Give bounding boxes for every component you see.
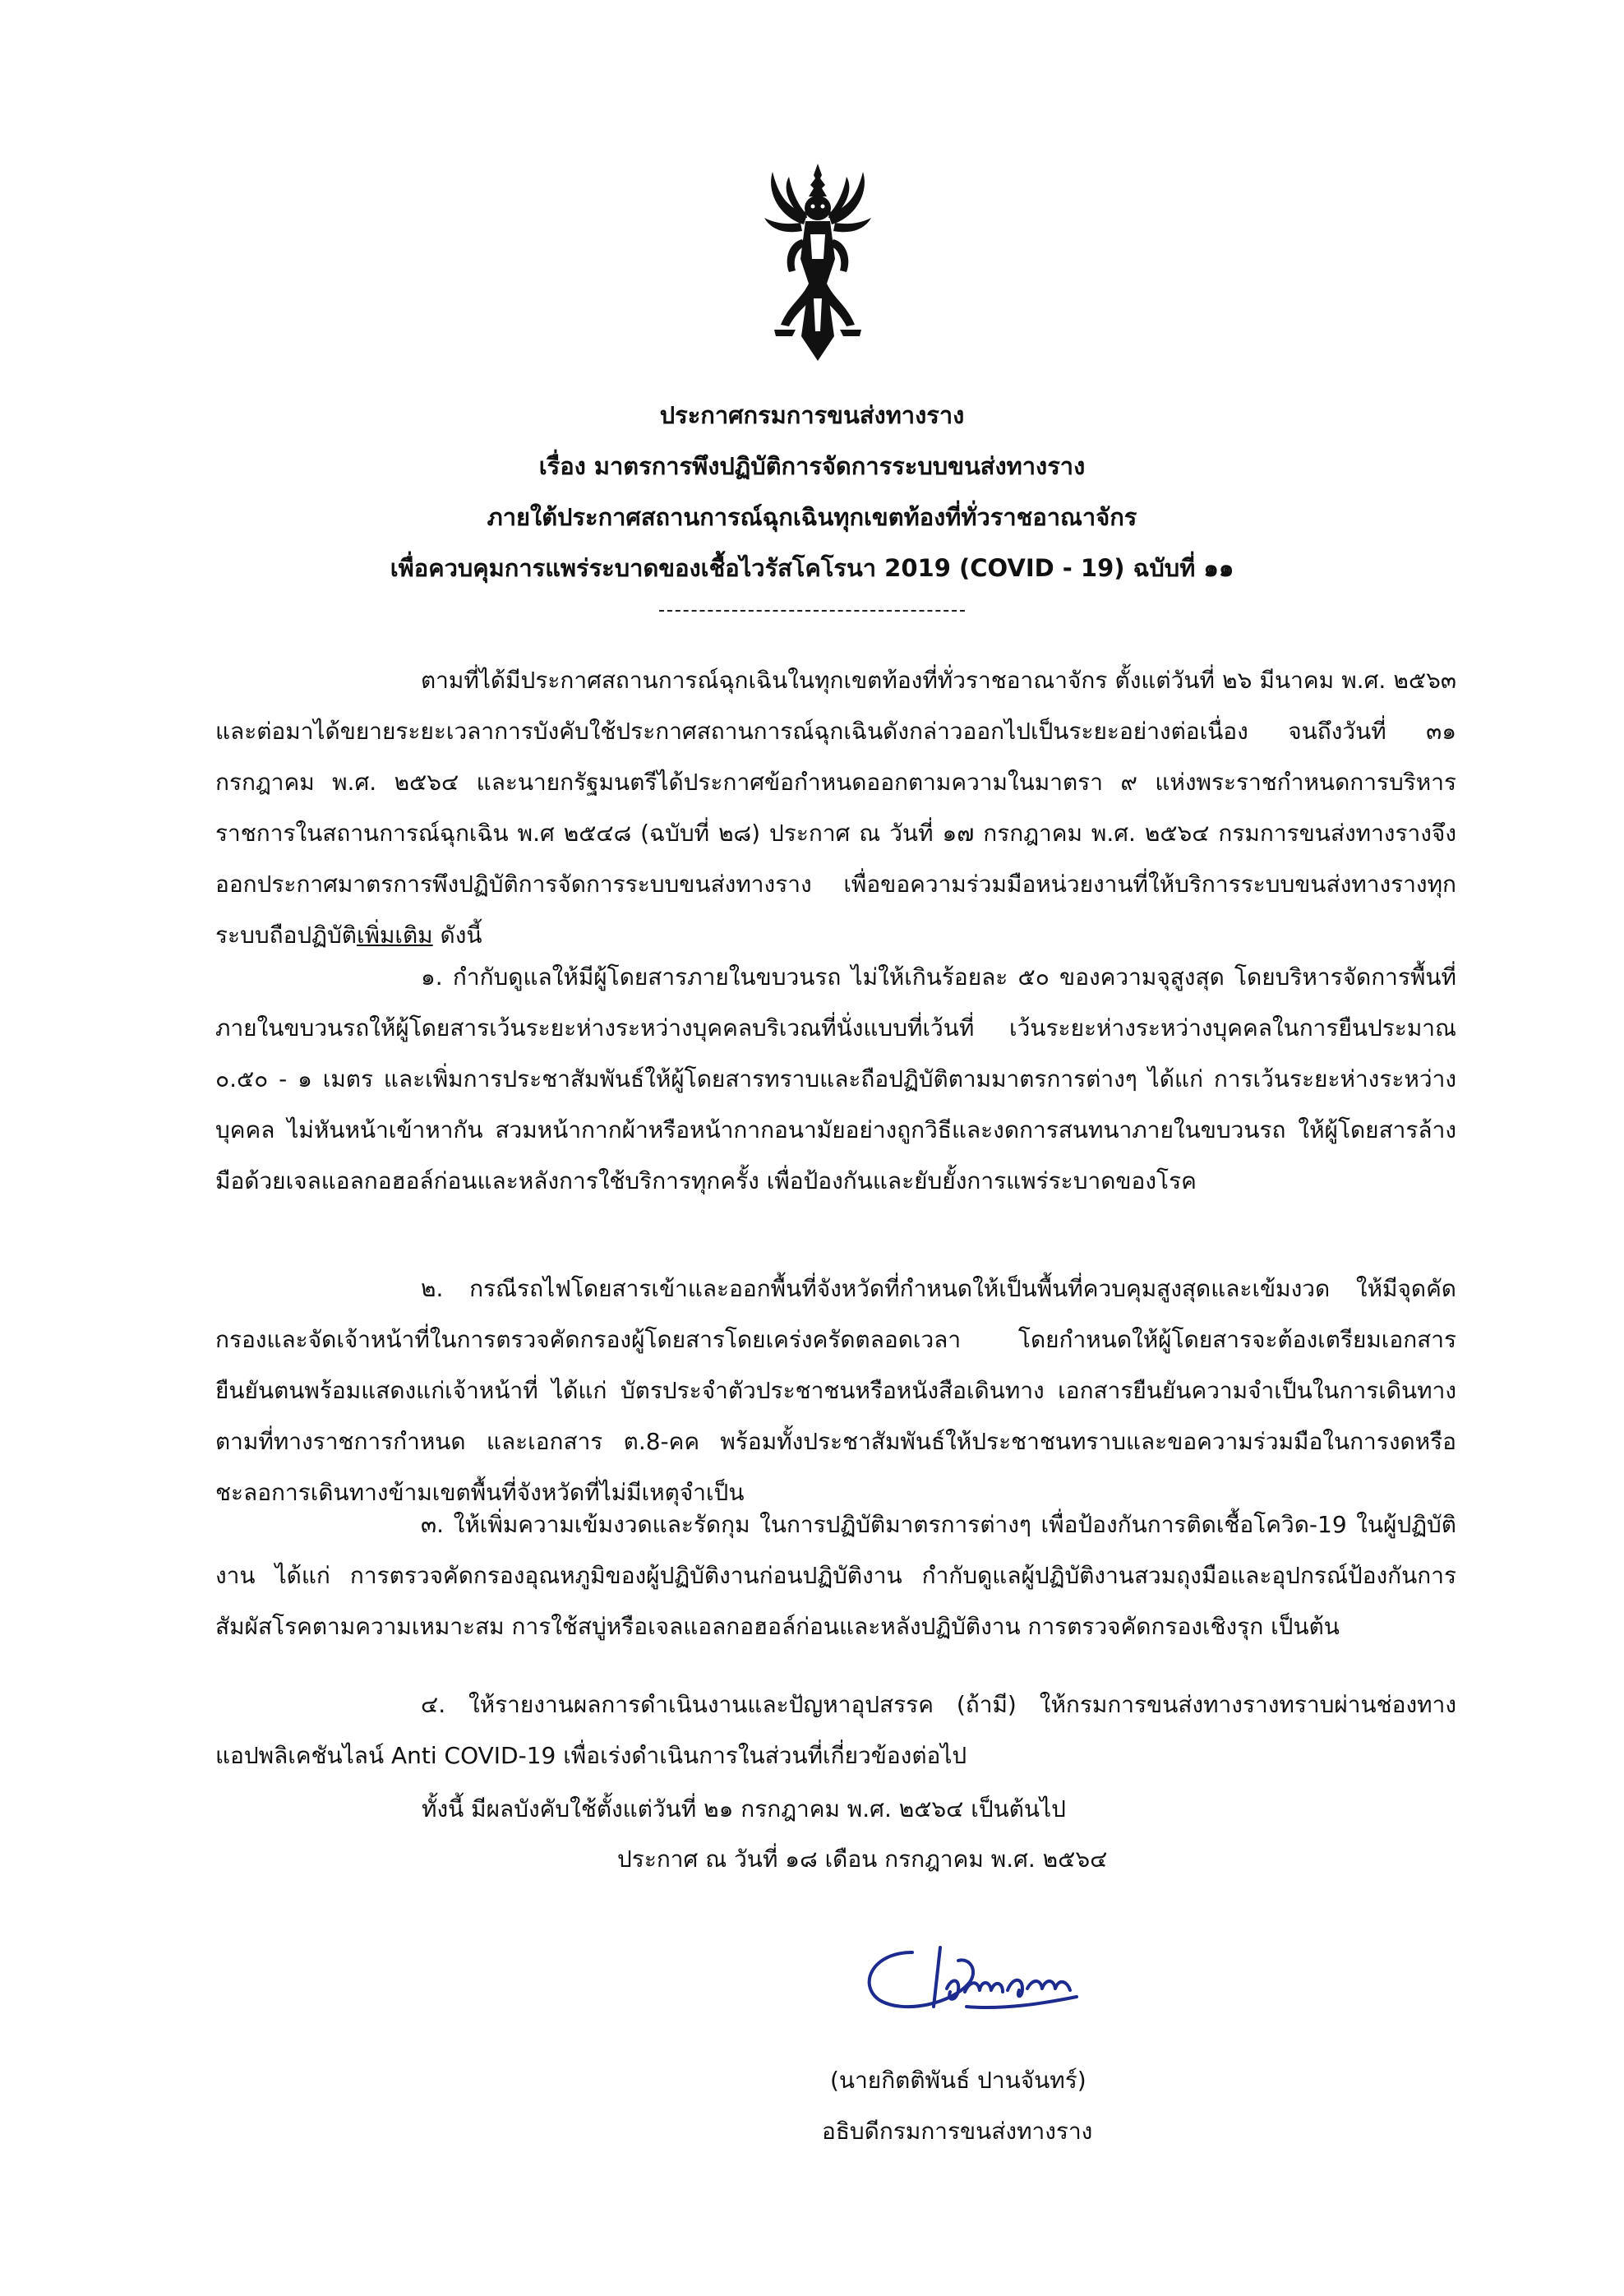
document-title: ประกาศกรมการขนส่งทางราง: [659, 401, 965, 429]
garuda-emblem-icon: [756, 160, 879, 366]
handwritten-signature-icon: [855, 1928, 1118, 2026]
title-divider: [659, 610, 965, 612]
measure-item-4: [215, 1679, 1456, 1781]
intro-text: ตามที่ได้มีประกาศสถานการณ์ฉุกเฉินในทุกเขตท้องที่ทั่วราชอาณาจักร ตั้งแต่วันที่ ๒๖ มีนาคม พ.ศ. ๒๕๖๓ และต่อมาได้ขยายระยะเวลาการบังคับใช้ประกาศสถานการณ์ฉุกเฉินดังกล่าวออกไปเป็นระยะอย่างต่อเนื่อง จนถึงวันที่ ๓๑ กรกฎาคม พ.ศ. ๒๕๖๔ และนายกรัฐมนตรีได้ประกาศข้อกำหนดออกตามความในมาตรา ๙ แห่งพระราชกำหนดการบริหารราชการในสถานการณ์ฉุกเฉิน พ.ศ ๒๕๔๘ (ฉบับที่ ๒๘) ประกาศ ณ วันที่ ๑๗ กรกฎาคม พ.ศ. ๒๕๖๔ กรมการขนส่งทางรางจึงออกประกาศมาตรการพึงปฏิบัติการจัดการระบบขนส่งทางราง เพื่อขอความร่วมมือหน่วยงานที่ให้บริการระบบขนส่งทางรางทุกระบบถือปฏิบัติ: [215, 667, 1456, 949]
measure-item-2: [215, 1263, 1456, 1518]
document-subject-line-3: เพื่อควบคุมการแพร่ระบาดของเชื้อไวรัสโคโรนา 2019 (COVID - 19) ฉบับที่ ๑๑: [390, 554, 1234, 582]
measure-item-1-text: ๑. กำกับดูแลให้มีผู้โดยสารภายในขบวนรถ ไม่ให้เกินร้อยละ ๕๐ ของความจุสูงสุด โดยบริหารจัดการพื้นที่ภายในขบวนรถให้ผู้โดยสารเว้นระยะห่างระหว่างบุคคลบริเวณที่นั่งแบบที่เว้นที่ เว้นระยะห่างระหว่างบุคคลในการยืนประมาณ ๐.๕๐ - ๑ เมตร และเพิ่มการประชาสัมพันธ์ให้ผู้โดยสารทราบและถือปฏิบัติตามมาตรการต่างๆ ได้แก่ การเว้นระยะห่างระหว่างบุคคล ไม่หันหน้าเข้าหากัน สวมหน้ากากผ้าหรือหน้ากากอนามัยอย่างถูกวิธีและงดการสนทนาภายในขบวนรถ ให้ผู้โดยสารล้างมือด้วยเจลแอลกอฮอล์ก่อนและหลังการใช้บริการทุกครั้ง เพื่อป้องกันและยับยั้งการแพร่ระบาดของโรค: [215, 963, 1456, 1194]
announcement-date: ประกาศ ณ วันที่ ๑๘ เดือน กรกฎาคม พ.ศ. ๒๕๖๔: [617, 1846, 1108, 1873]
measure-item-3-text: ๓. ให้เพิ่มความเข้มงวดและรัดกุม ในการปฏิบัติมาตรการต่างๆ เพื่อป้องกันการติดเชื้อโควิด-19 ในผู้ปฏิบัติงาน ได้แก่ การตรวจคัดกรองอุณหภูมิของผู้ปฏิบัติงานก่อนปฏิบัติงาน กำกับดูแลผู้ปฏิบัติงานสวมถุงมือและอุปกรณ์ป้องกันการสัมผัสโรคตามความเหมาะสม การใช้สบู่หรือเจลแอลกอฮอล์ก่อนและหลังปฏิบัติงาน การตรวจคัดกรองเชิงรุก เป็นต้น: [215, 1511, 1456, 1640]
intro-paragraph: [215, 655, 1456, 961]
signatory-position: อธิบดีกรมการขนส่งทางราง: [822, 2118, 1093, 2145]
intro-ending: ดังนี้: [432, 922, 482, 949]
measure-item-3: [215, 1499, 1456, 1652]
measure-item-1: [215, 952, 1456, 1207]
effective-date: ทั้งนี้ มีผลบังคับใช้ตั้งแต่วันที่ ๒๑ กรกฎาคม พ.ศ. ๒๕๖๔ เป็นต้นไป: [422, 1795, 1066, 1822]
signatory-name: (นายกิตติพันธ์ ปานจันทร์): [830, 2067, 1087, 2094]
document-subject-line-2: ภายใต้ประกาศสถานการณ์ฉุกเฉินทุกเขตท้องที่ทั่วราชอาณาจักร: [487, 503, 1137, 531]
measure-item-4-text: ๔. ให้รายงานผลการดำเนินงานและปัญหาอุปสรรค (ถ้ามี) ให้กรมการขนส่งทางรางทราบผ่านช่องทางแอปพลิเคชันไลน์ Anti COVID-19 เพื่อเร่งดำเนินการในส่วนที่เกี่ยวข้องต่อไป: [215, 1691, 1456, 1769]
emphasized-word: เพิ่มเติม: [356, 922, 433, 949]
document-subject: เรื่อง มาตรการพึงปฏิบัติการจัดการระบบขนส่งทางราง: [538, 452, 1086, 480]
measure-item-2-text: ๒. กรณีรถไฟโดยสารเข้าและออกพื้นที่จังหวัดที่กำหนดให้เป็นพื้นที่ควบคุมสูงสุดและเข้มงวด ให้มีจุดคัดกรองและจัดเจ้าหน้าที่ในการตรวจคัดกรองผู้โดยสารโดยเคร่งครัดตลอดเวลา โดยกำหนดให้ผู้โดยสารจะต้องเตรียมเอกสารยืนยันตนพร้อมแสดงแก่เจ้าหน้าที่ ได้แก่ บัตรประจำตัวประชาชนหรือหนังสือเดินทาง เอกสารยืนยันความจำเป็นในการเดินทางตามที่ทางราชการกำหนด และเอกสาร ต.8-คค พร้อมทั้งประชาสัมพันธ์ให้ประชาชนทราบและขอความร่วมมือในการงดหรือชะลอการเดินทางข้ามเขตพื้นที่จังหวัดที่ไม่มีเหตุจำเป็น: [215, 1275, 1456, 1506]
